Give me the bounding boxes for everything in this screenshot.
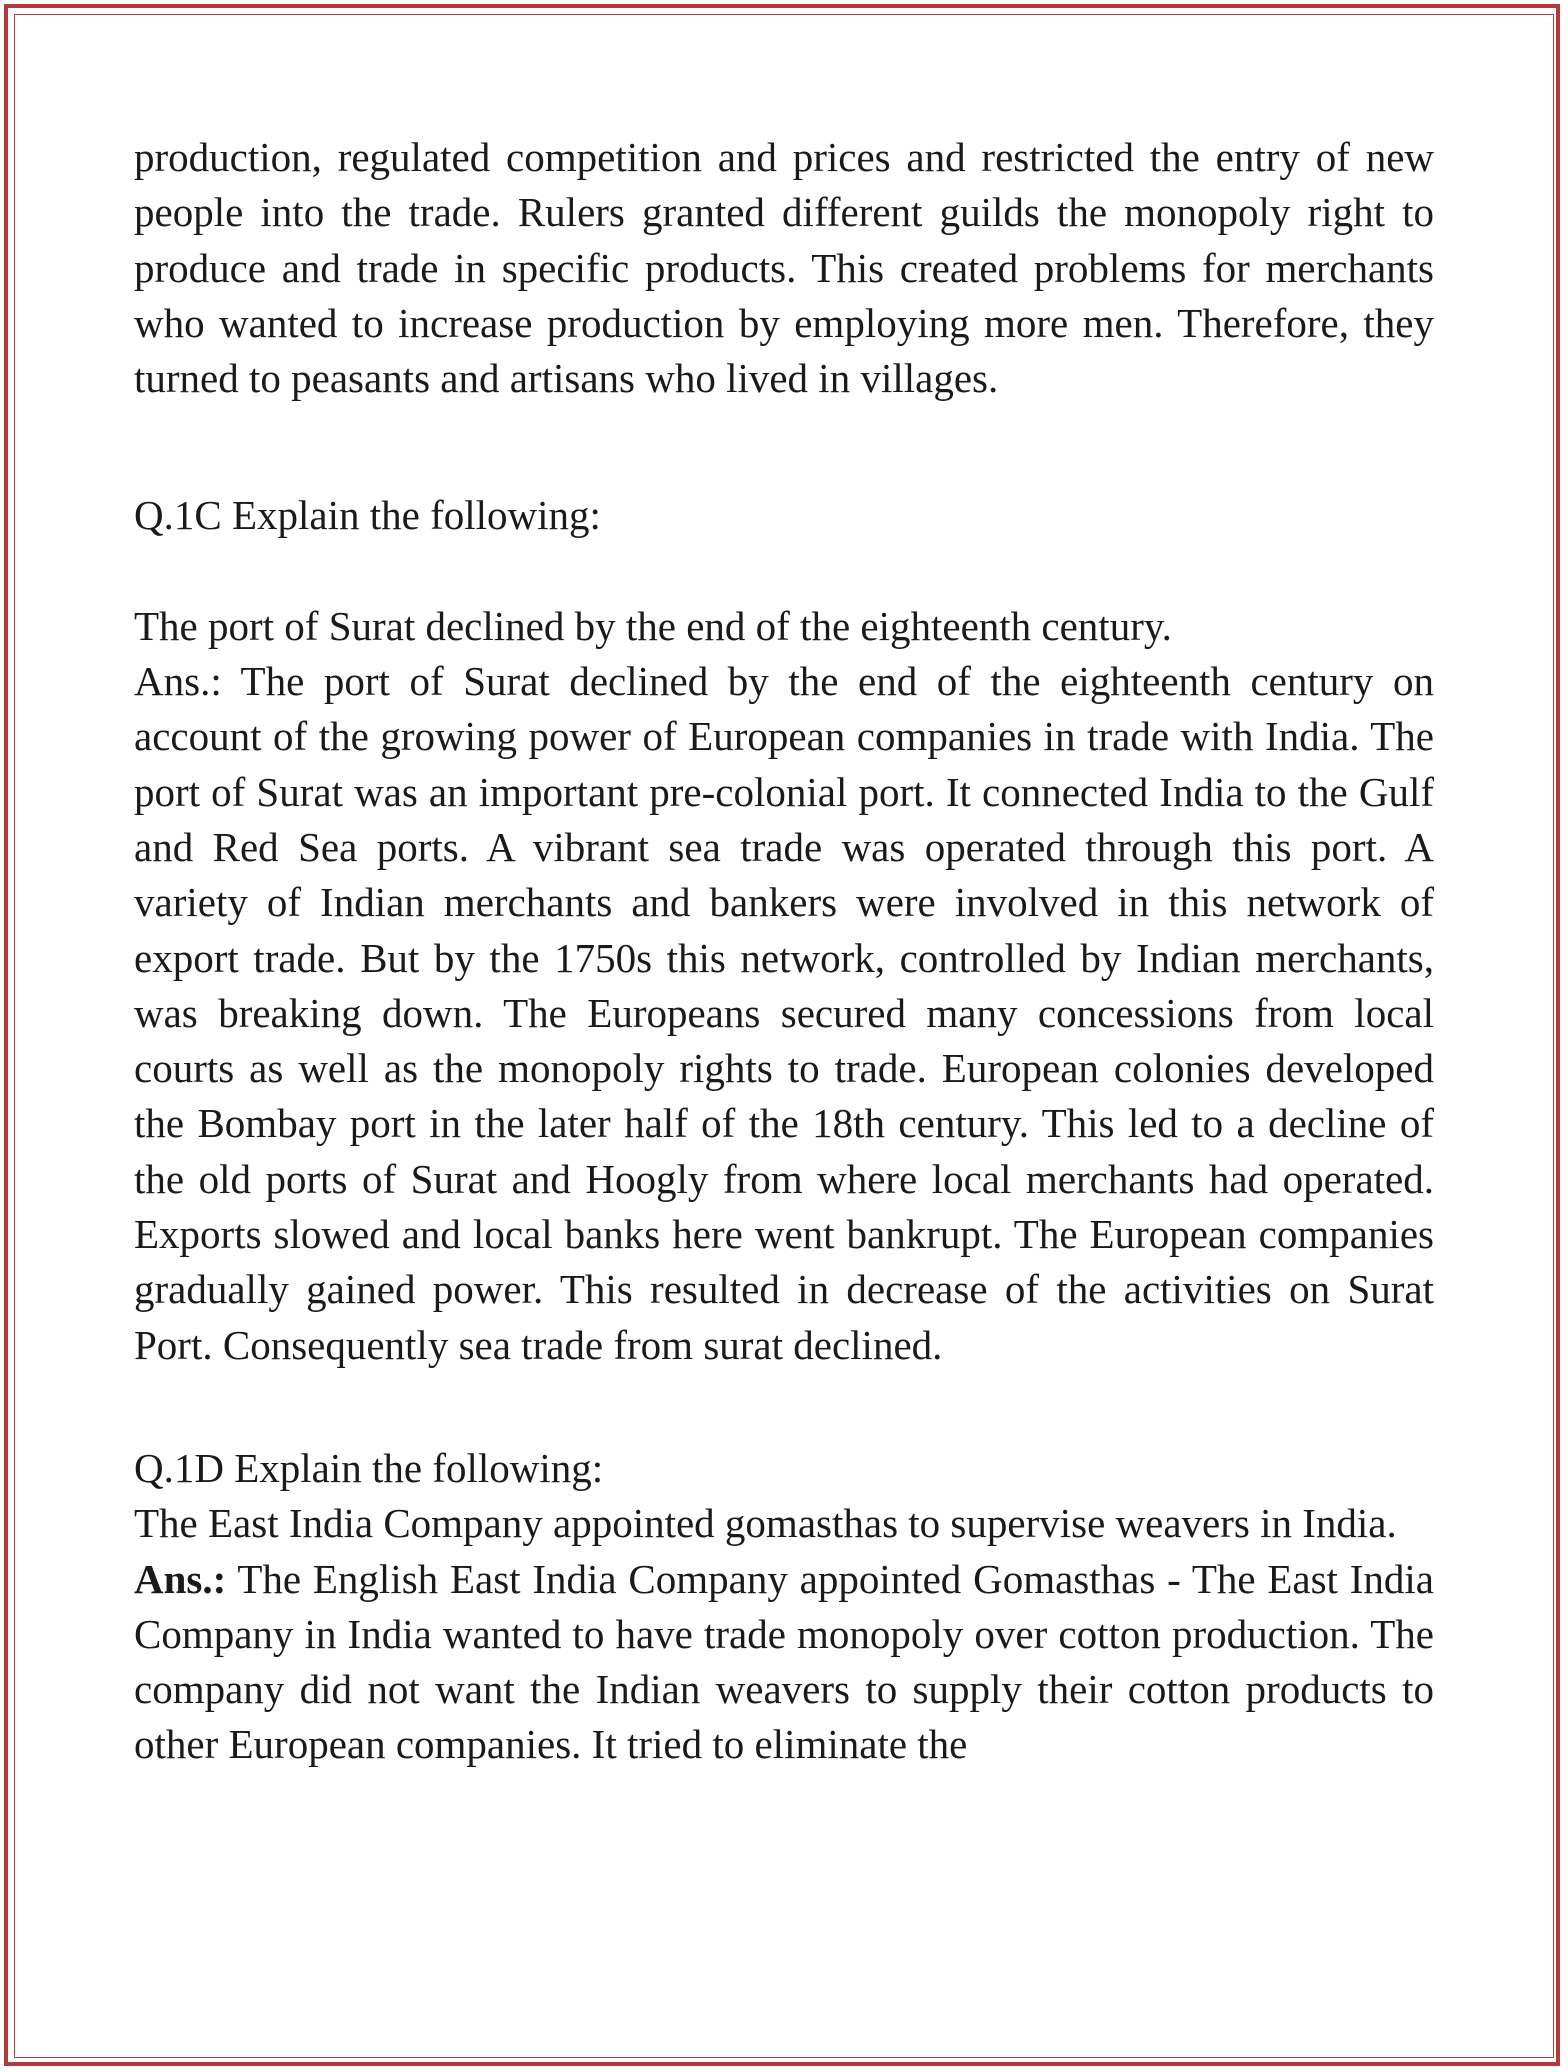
q1c-answer-text: The port of Surat declined by the end of the eighteenth century on account of the growing power of European companies in trade with India. The port of Surat was an important pre-colonial port. It connected India to the Gulf and Red Sea ports. A vibrant sea trade was operated through this port. A variety of Indian merchants and bankers were involved in this network of export trade. But by the 1750s this network, controlled by Indian merchants, was breaking down. The Europeans secured many concessions from local courts as well as the monopoly rights to trade. European colonies developed the Bombay port in the later half of the 18th century. This led to a decline of the old ports of Surat and Hoogly from where local merchants had operated. Exports slowed and local banks here went bankrupt. The European companies gradually gained power. This resulted in decrease of the activities on Surat Port. Consequently sea trade from surat declined.: [134, 658, 1434, 1368]
intro-paragraph: production, regulated competition and prices and restricted the entry of new people into the trade. Rulers granted different guilds the monopoly right to produce and trade in specific products. This created problems for merchants who wanted to increase production by employing more men. Therefore, they turned to peasants and artisans who lived in villages.: [134, 134, 1434, 402]
q1d-answer-paragraph: [134, 1552, 1434, 1773]
document-body: [134, 130, 1434, 1773]
q1d-statement: The East India Company appointed gomasthas to supervise weavers in India.: [134, 1500, 1397, 1547]
q1c-statement: The port of Surat declined by the end of the eighteenth century.: [134, 602, 1172, 649]
q1c-ans-label: Ans.:: [134, 658, 222, 705]
q1d-ans-label: Ans.:: [134, 1555, 227, 1602]
q1d-heading: Q.1D Explain the following:: [134, 1444, 604, 1491]
q1c-answer-paragraph: [134, 654, 1434, 1373]
q1d-answer-text: The English East India Company appointed Gomasthas - The East India Company in India wanted to have trade monopoly over cotton production. The company did not want the Indian weavers to supply their cotton products to other European companies. It tried to eliminate the: [134, 1555, 1434, 1768]
q1c-heading: Q.1C Explain the following:: [134, 492, 601, 539]
